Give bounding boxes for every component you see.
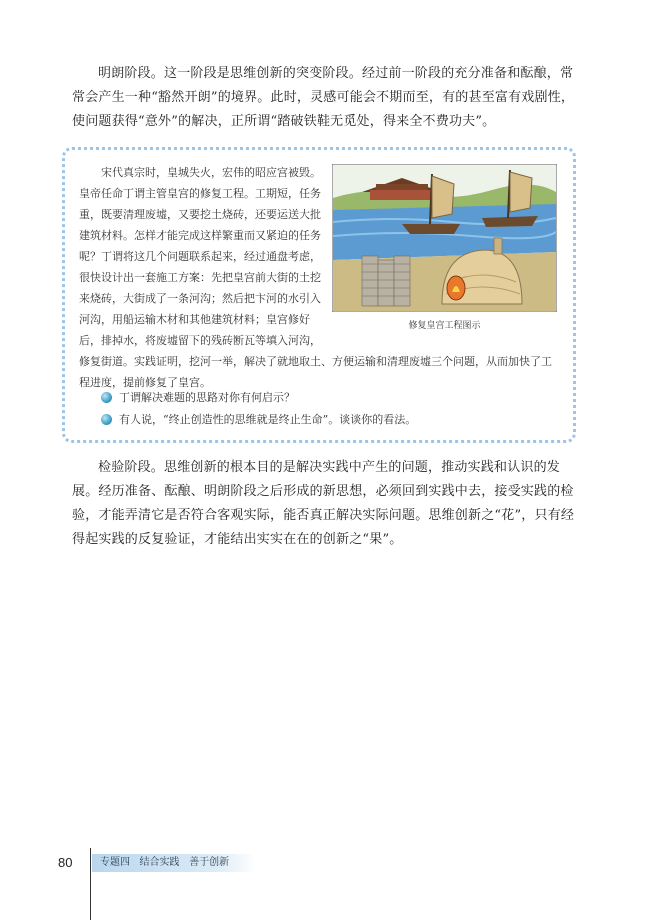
- bullet-icon: [101, 414, 112, 425]
- paragraph-illumination-stage: 明朗阶段。这一阶段是思维创新的突变阶段。经过前一阶段的充分准备和酝酿，常常会产生一种“豁然开朗”的境界。此时，灵感可能会不期而至，有的甚至富有戏剧性，使问题获得“意外”的解决，正所谓“踏破铁鞋无觅处，得来全不费功夫”。: [72, 66, 575, 129]
- palace-repair-illustration: [332, 164, 557, 312]
- question-item: [101, 408, 416, 430]
- question-text: 丁谓解决难题的思路对你有何启示？: [119, 391, 295, 404]
- question-item: [101, 386, 416, 408]
- case-study-box: [62, 147, 576, 443]
- page-number: 80: [58, 855, 73, 870]
- discussion-questions: [101, 386, 416, 430]
- case-study-text: 宋代真宗时，皇城失火，宏伟的昭应宫被毁。皇帝任命丁谓主管皇宫的修复工程。工期短，任务重，既要清理废墟，又要挖土烧砖，还要运送大批建筑材料。怎样才能完成这样繁重而又紧迫的任务呢？丁谓将这几个问题联系起来，经过通盘考虑，很快设计出一套施工方案：先把皇宫前大街的土挖来烧砖，大街成了一条河沟；然后把卞河的水引入河沟，用船运输木材和其他建筑材料；皇宫修好后，排掉水，将废墟留下的残砖断瓦等填入河沟，修复街道。实践证明，挖河一举，解决了就地取土、方便运输和清理废墟三个问题，从而加快了工程进度，提前修复了皇宫。: [79, 166, 552, 389]
- case-study-content: [79, 162, 557, 393]
- figure-caption: 修复皇宫工程图示: [408, 321, 481, 331]
- chapter-label: 专题四 结合实践 善于创新: [92, 854, 256, 872]
- footer-divider: [90, 848, 91, 920]
- figure: [332, 164, 557, 342]
- question-text: 有人说，“终止创造性的思维就是终止生命”。谈谈你的看法。: [119, 413, 417, 426]
- paragraph-verification-stage: 检验阶段。思维创新的根本目的是解决实践中产生的问题，推动实践和认识的发展。经历准备、酝酿、明朗阶段之后形成的新思想，必须回到实践中去，接受实践的检验，才能弄清它是否符合客观实际，能否真正解决实际问题。思维创新之“花”，只有经得起实践的反复验证，才能结出实实在在的创新之“果”。: [72, 460, 575, 547]
- bullet-icon: [101, 392, 112, 403]
